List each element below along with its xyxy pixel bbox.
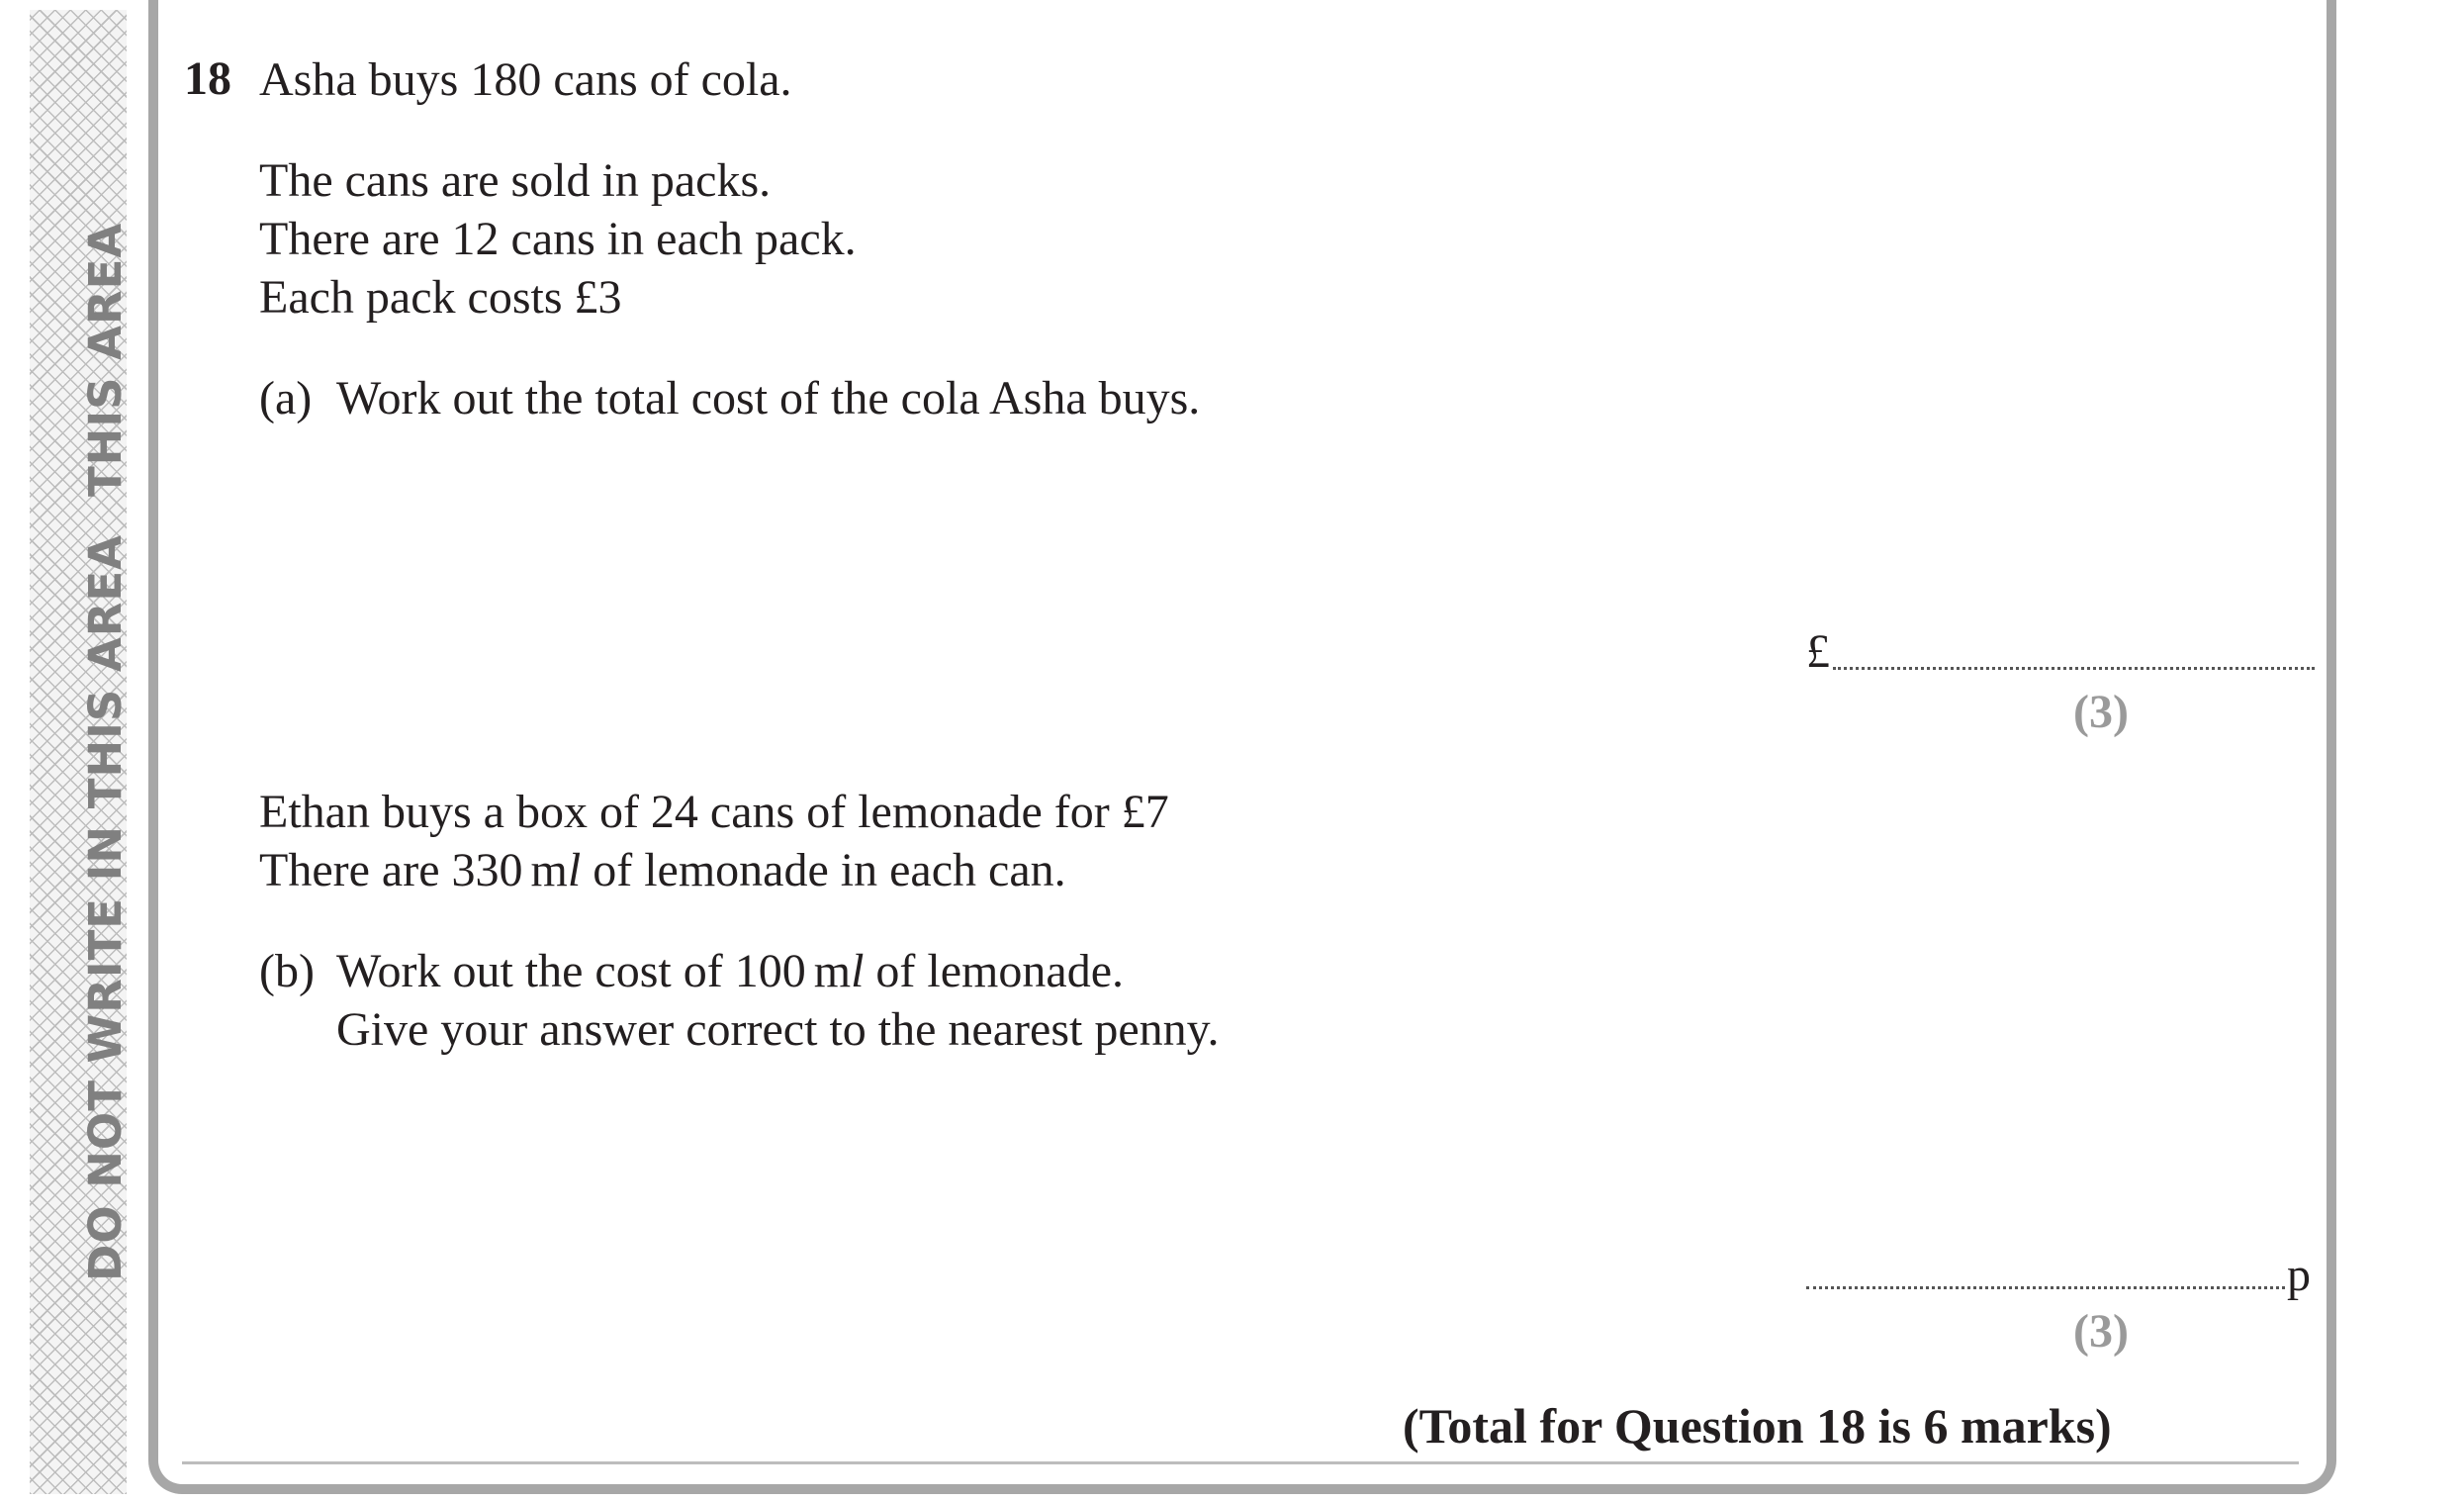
- part-b-line-1-end: of lemonade.: [864, 945, 1124, 997]
- ethan-unit-l: l: [567, 844, 582, 896]
- info-line-2: There are 12 cans in each pack.: [259, 213, 857, 265]
- ethan-line-2: [259, 842, 1066, 899]
- question-intro: Asha buys 180 cans of cola.: [259, 53, 792, 106]
- part-a-text: Work out the total cost of the cola Asha buys.: [336, 372, 1201, 424]
- part-b-unit-m: m: [813, 945, 852, 997]
- question-number: 18: [184, 52, 231, 105]
- ethan-unit-m: m: [530, 844, 568, 896]
- part-b-line-2: Give your answer correct to the nearest penny.: [336, 1003, 1220, 1056]
- margin-warning-text-2: THIS AREA: [79, 222, 132, 498]
- part-b-answer-line[interactable]: [1806, 1286, 2285, 1289]
- info-line-1: The cans are sold in packs.: [259, 154, 772, 207]
- bottom-rule: [182, 1461, 2299, 1464]
- ethan-line-2-start: There are 330: [259, 844, 523, 896]
- part-b-line-1: [336, 943, 1124, 1000]
- part-b-unit-l: l: [851, 945, 865, 997]
- part-a-answer-prefix: £: [1806, 625, 1830, 678]
- part-a-marks: (3): [2073, 686, 2129, 738]
- ethan-line-1: Ethan buys a box of 24 cans of lemonade for £7: [259, 786, 1169, 838]
- question-total: (Total for Question 18 is 6 marks): [1403, 1398, 2112, 1454]
- info-line-3: Each pack costs £3: [259, 271, 622, 324]
- part-a-answer-line[interactable]: [1833, 667, 2315, 670]
- part-b-answer-suffix: p: [2287, 1249, 2311, 1301]
- part-a-label: (a): [259, 372, 313, 424]
- margin-warning: [79, 223, 132, 1281]
- part-b-marks: (3): [2073, 1305, 2129, 1358]
- margin-warning-text: DO NOT WRITE IN THIS AREA: [79, 534, 132, 1281]
- part-b-label: (b): [259, 945, 315, 997]
- ethan-line-2-end: of lemonade in each can.: [581, 844, 1066, 896]
- part-b-line-1-start: Work out the cost of 100: [336, 945, 806, 997]
